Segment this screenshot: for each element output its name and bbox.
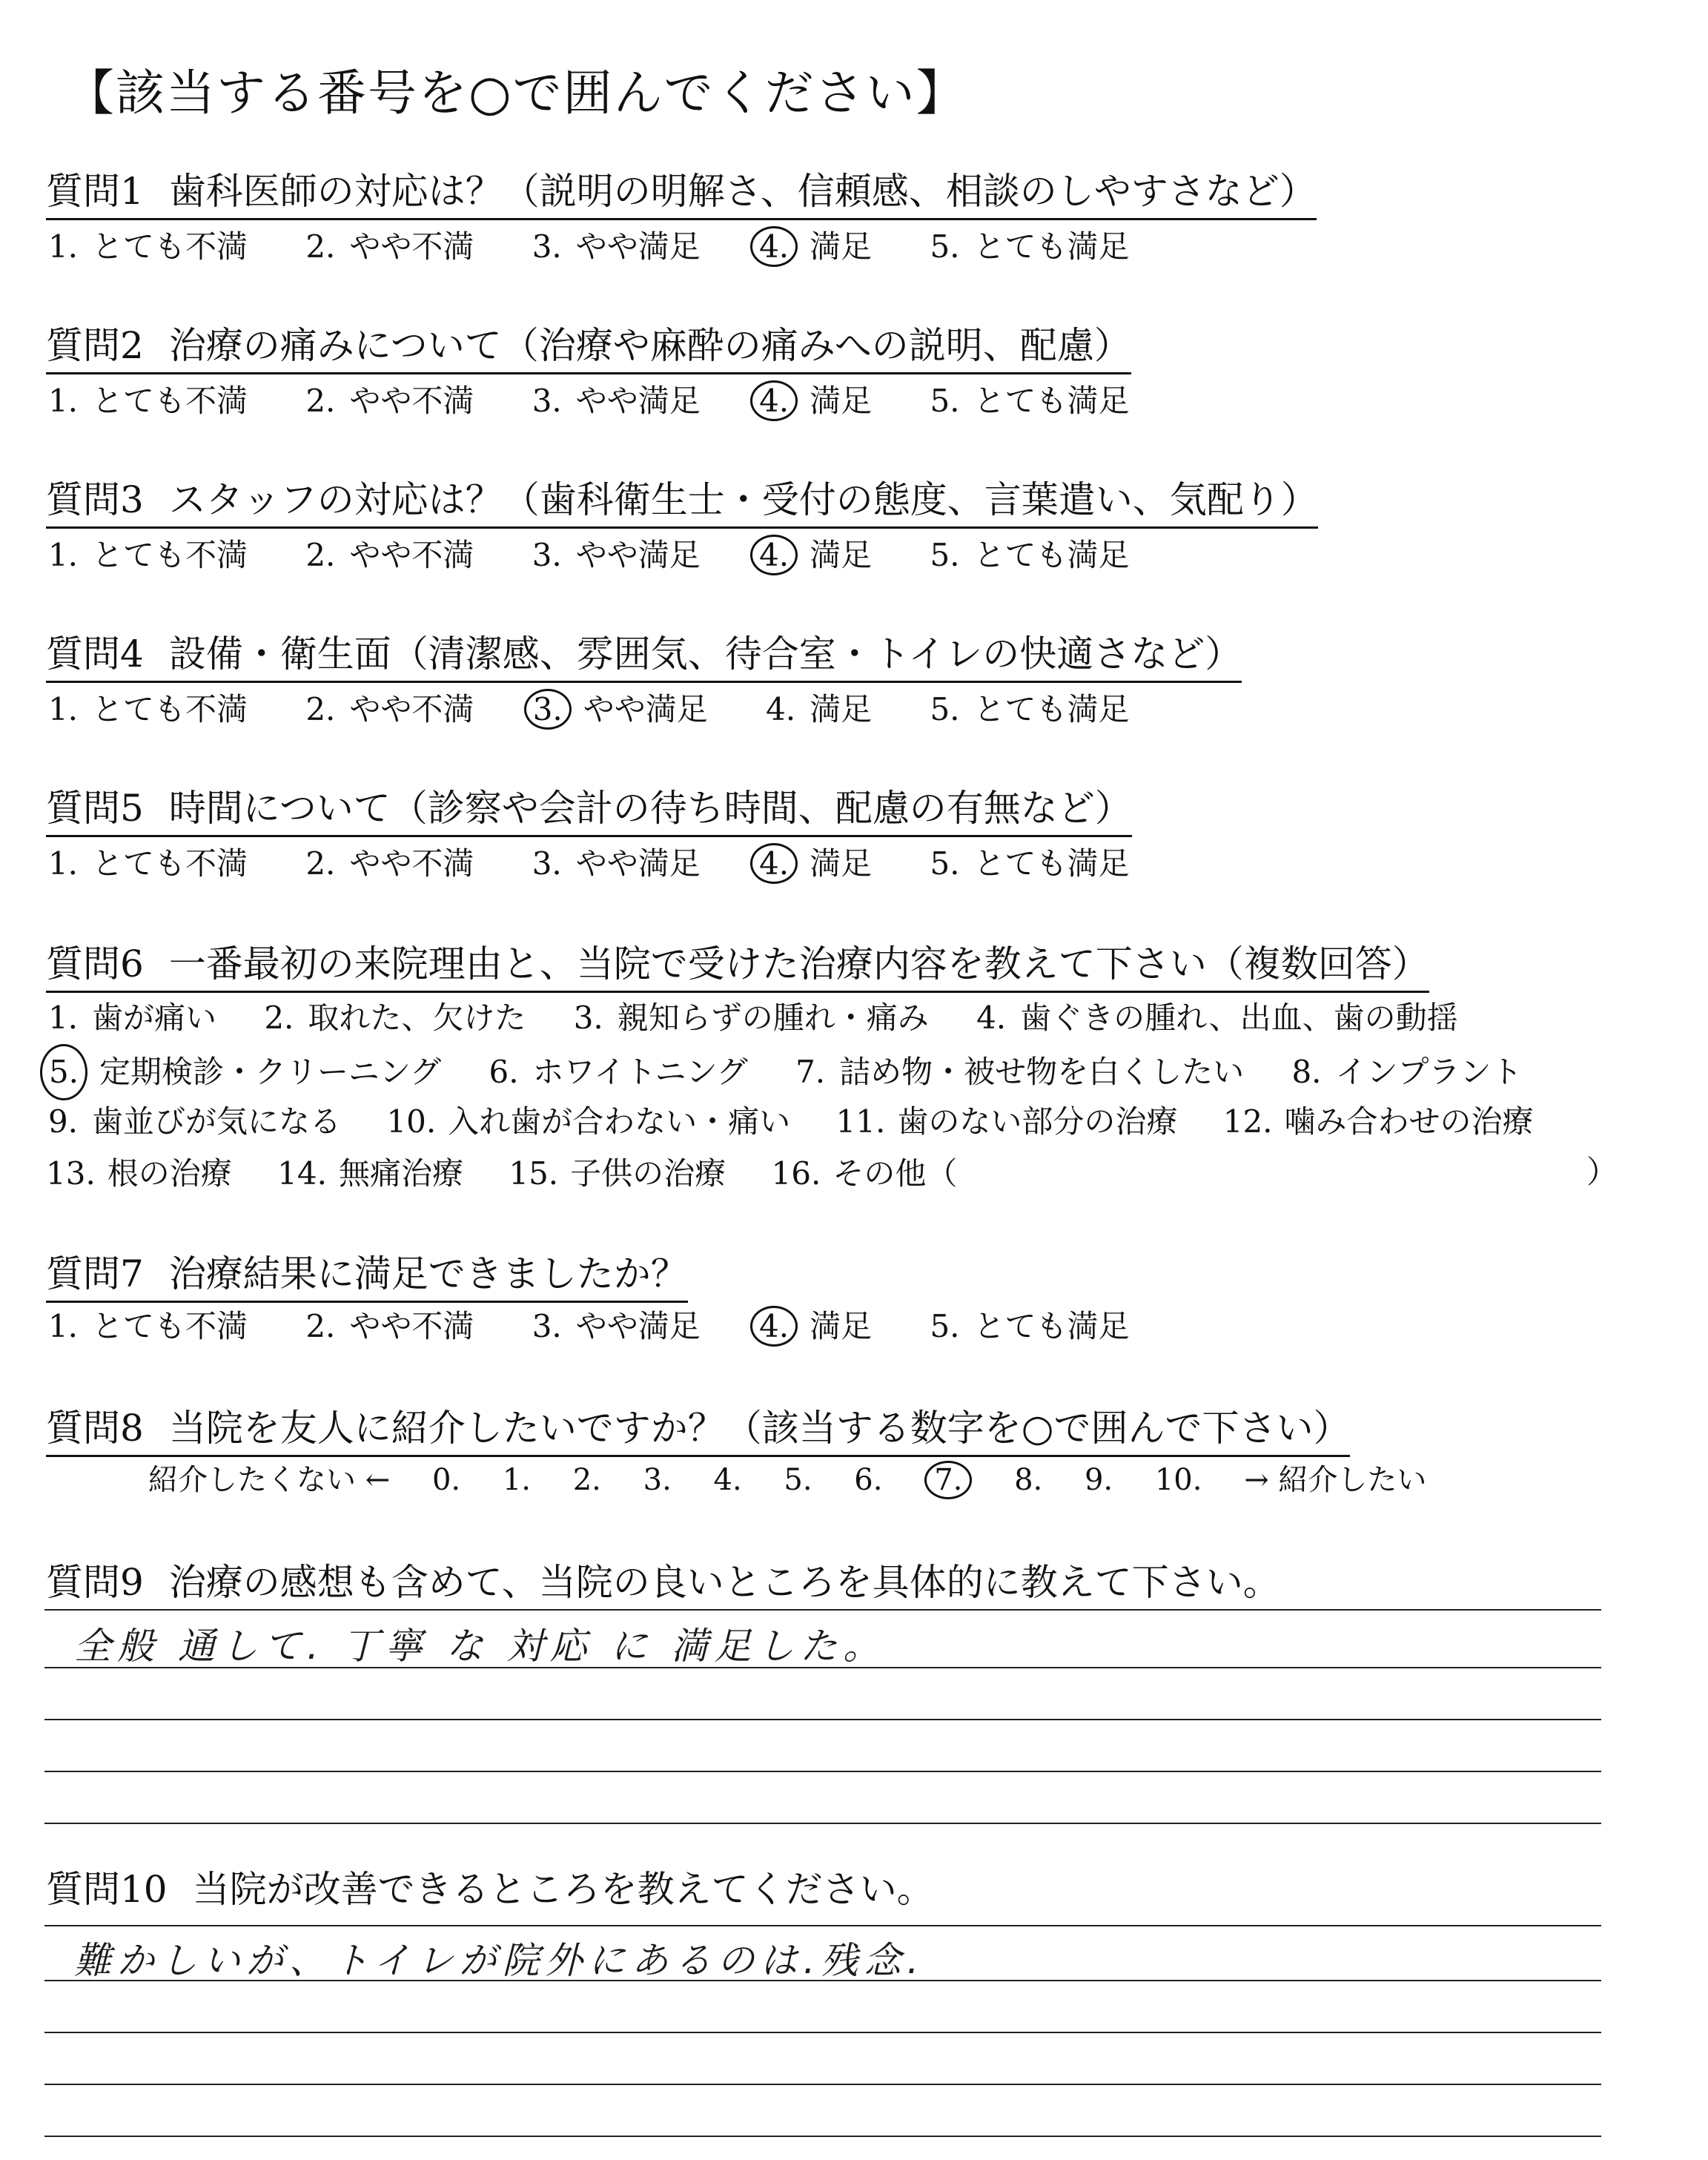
- question-4-options: [46, 685, 1176, 730]
- q5-option-4-selected[interactable]: 4. 満足: [756, 839, 872, 884]
- q3-option-1[interactable]: 1. とても不満: [47, 537, 248, 573]
- question-6-text: 一番最初の来院理由と、当院で受けた治療内容を教えて下さい（複数回答）: [168, 942, 1429, 985]
- question-6-options-row-3: [46, 1096, 1569, 1148]
- q5-option-2[interactable]: 2. やや不満: [305, 845, 474, 882]
- q6-option-10[interactable]: 10. 入れ歯が合わない・痛い: [386, 1103, 791, 1140]
- q6-option-8[interactable]: 8. インプラント: [1291, 1054, 1523, 1090]
- q10-answer-line-4: [44, 2084, 1601, 2085]
- q2-option-2[interactable]: 2. やや不満: [305, 383, 474, 419]
- question-5: [46, 779, 1132, 837]
- q7-option-4-selected[interactable]: 4. 満足: [756, 1302, 872, 1347]
- q2-option-1[interactable]: 1. とても不満: [47, 383, 248, 419]
- question-5-text: 時間について（診察や会計の待ち時間、配慮の有無など）: [168, 787, 1132, 830]
- question-3-number: 質問3: [46, 478, 144, 521]
- question-10: [46, 1860, 934, 1913]
- q6-option-14[interactable]: 14. 無痛治療: [277, 1155, 463, 1192]
- q8-scale-4[interactable]: 4.: [713, 1463, 742, 1497]
- q8-scale-1[interactable]: 1.: [502, 1463, 532, 1497]
- q6-option-15[interactable]: 15. 子供の治療: [509, 1155, 726, 1192]
- question-8-text: 当院を友人に紹介したいですか？（該当する数字を○で囲んで下さい）: [168, 1407, 1351, 1450]
- question-6-options-row-4: [46, 1148, 993, 1200]
- q4-option-4[interactable]: 4. 満足: [766, 691, 873, 727]
- q7-option-3[interactable]: 3. やや満足: [532, 1308, 701, 1344]
- q9-handwritten-answer[interactable]: 全般 通して. 丁寧 な 対応 に 満足した。: [74, 1625, 887, 1668]
- question-8-number: 質問8: [46, 1407, 144, 1450]
- q3-option-5[interactable]: 5. とても満足: [930, 537, 1130, 573]
- q6-option-13[interactable]: 13. 根の治療: [46, 1155, 232, 1192]
- q6-option-11[interactable]: 11. 歯のない部分の治療: [835, 1103, 1178, 1140]
- question-4-number: 質問4: [46, 633, 144, 676]
- q1-option-2[interactable]: 2. やや不満: [305, 228, 474, 265]
- question-6-options-row-2: [46, 1044, 1558, 1100]
- q7-option-1[interactable]: 1. とても不満: [47, 1308, 248, 1344]
- q3-option-2[interactable]: 2. やや不満: [305, 537, 474, 573]
- q7-option-5[interactable]: 5. とても満足: [930, 1308, 1130, 1344]
- question-5-options: [46, 839, 1176, 884]
- q9-answer-line-1: [44, 1609, 1601, 1611]
- q2-option-3[interactable]: 3. やや満足: [532, 383, 701, 419]
- q6-option-12[interactable]: 12. 噛み合わせの治療: [1222, 1103, 1534, 1140]
- q10-answer-line-1: [44, 1925, 1601, 1926]
- q4-option-3-selected[interactable]: 3. やや満足: [530, 685, 708, 730]
- question-2-number: 質問2: [46, 324, 144, 367]
- q2-option-5[interactable]: 5. とても満足: [930, 383, 1130, 419]
- question-8: [46, 1398, 1350, 1457]
- question-9-number: 質問9: [46, 1561, 144, 1604]
- q10-answer-line-2: [44, 1980, 1601, 1981]
- q1-option-5[interactable]: 5. とても満足: [930, 228, 1130, 265]
- q8-scale-5[interactable]: 5.: [784, 1463, 812, 1497]
- q5-option-5[interactable]: 5. とても満足: [930, 845, 1130, 882]
- question-7: [46, 1244, 688, 1303]
- question-1-number: 質問1: [46, 170, 144, 213]
- q6-option-16-other[interactable]: 16. その他（: [771, 1155, 958, 1192]
- q2-option-4-selected[interactable]: 4. 満足: [756, 377, 872, 421]
- q6-option-2[interactable]: 2. 取れた、欠けた: [264, 1000, 526, 1036]
- question-3-options: [46, 531, 1176, 575]
- q6-option-6[interactable]: 6. ホワイトニング: [489, 1054, 748, 1090]
- question-4-text: 設備・衛生面（清潔感、雰囲気、待合室・トイレの快適さなど）: [168, 633, 1242, 676]
- question-6: [46, 934, 1429, 993]
- question-2: [46, 316, 1131, 374]
- q6-option-1[interactable]: 1. 歯が痛い: [47, 1000, 217, 1036]
- q6-other-paren-close: ）: [1586, 1154, 1618, 1190]
- question-6-options-row-1: [46, 992, 1494, 1044]
- q5-option-3[interactable]: 3. やや満足: [532, 845, 701, 882]
- question-5-number: 質問5: [46, 787, 144, 830]
- question-9-text: 治療の感想も含めて、当院の良いところを具体的に教えて下さい。: [168, 1561, 1280, 1604]
- q1-option-1[interactable]: 1. とても不満: [47, 228, 248, 265]
- q8-scale-10[interactable]: 10.: [1154, 1463, 1202, 1497]
- question-7-options: [46, 1302, 1176, 1347]
- q5-option-1[interactable]: 1. とても不満: [47, 845, 248, 882]
- question-2-options: [46, 377, 1176, 421]
- question-1-text: 歯科医師の対応は？（説明の明解さ、信頼感、相談のしやすさなど）: [168, 170, 1317, 213]
- q1-option-4-selected[interactable]: 4. 満足: [756, 222, 872, 267]
- q3-option-4-selected[interactable]: 4. 満足: [756, 531, 872, 575]
- q10-answer-line-5: [44, 2136, 1601, 2137]
- q8-left-label: 紹介したくない ←: [148, 1463, 391, 1497]
- question-6-number: 質問6: [46, 942, 144, 985]
- q9-answer-line-4: [44, 1771, 1601, 1772]
- page-title: 【該当する番号を○で囲んでください】: [65, 65, 967, 122]
- q8-scale-2[interactable]: 2.: [572, 1463, 601, 1497]
- question-2-text: 治療の痛みについて（治療や麻酔の痛みへの説明、配慮）: [168, 324, 1131, 367]
- question-10-number: 質問10: [46, 1868, 168, 1911]
- q1-option-3[interactable]: 3. やや満足: [532, 228, 701, 265]
- q8-scale-9[interactable]: 9.: [1084, 1463, 1113, 1497]
- q8-scale-6[interactable]: 6.: [854, 1463, 883, 1497]
- q4-option-5[interactable]: 5. とても満足: [930, 691, 1130, 727]
- question-9: [46, 1553, 1280, 1606]
- question-3-text: スタッフの対応は？（歯科衛生士・受付の態度、言葉遣い、気配り）: [168, 478, 1318, 521]
- q7-option-2[interactable]: 2. やや不満: [305, 1308, 474, 1344]
- q6-option-4[interactable]: 4. 歯ぐきの腫れ、出血、歯の動揺: [976, 1000, 1458, 1036]
- q8-scale-3[interactable]: 3.: [643, 1463, 672, 1497]
- q9-answer-line-5: [44, 1823, 1601, 1824]
- question-1: [46, 162, 1317, 220]
- q10-handwritten-answer[interactable]: 難かしいが、トイレが院外にあるのは.残念.: [74, 1939, 925, 1982]
- q9-answer-line-2: [44, 1667, 1601, 1668]
- question-4: [46, 624, 1242, 683]
- q10-answer-line-3: [44, 2032, 1601, 2033]
- q8-scale: [148, 1456, 1459, 1499]
- question-7-number: 質問7: [46, 1252, 144, 1295]
- q6-option-3[interactable]: 3. 親知らずの腫れ・痛み: [573, 1000, 929, 1036]
- q6-option-7[interactable]: 7. 詰め物・被せ物を白くしたい: [795, 1054, 1245, 1090]
- q8-right-label: → 紹介したい: [1244, 1463, 1427, 1497]
- q8-scale-8[interactable]: 8.: [1014, 1463, 1043, 1497]
- q3-option-3[interactable]: 3. やや満足: [532, 537, 701, 573]
- question-3: [46, 470, 1318, 529]
- q6-option-9[interactable]: 9. 歯並びが気になる: [47, 1103, 342, 1140]
- question-1-options: [46, 222, 1176, 267]
- q9-answer-line-3: [44, 1719, 1601, 1720]
- question-7-text: 治療結果に満足できましたか？: [168, 1252, 688, 1295]
- q4-option-1[interactable]: 1. とても不満: [47, 691, 248, 727]
- q8-scale-7-selected[interactable]: 7.: [924, 1461, 972, 1499]
- q4-option-2[interactable]: 2. やや不満: [305, 691, 474, 727]
- question-10-text: 当院が改善できるところを教えてください。: [192, 1868, 934, 1911]
- q6-option-5-selected[interactable]: 5. 定期検診・クリーニング: [46, 1044, 441, 1100]
- q8-scale-0[interactable]: 0.: [431, 1463, 461, 1497]
